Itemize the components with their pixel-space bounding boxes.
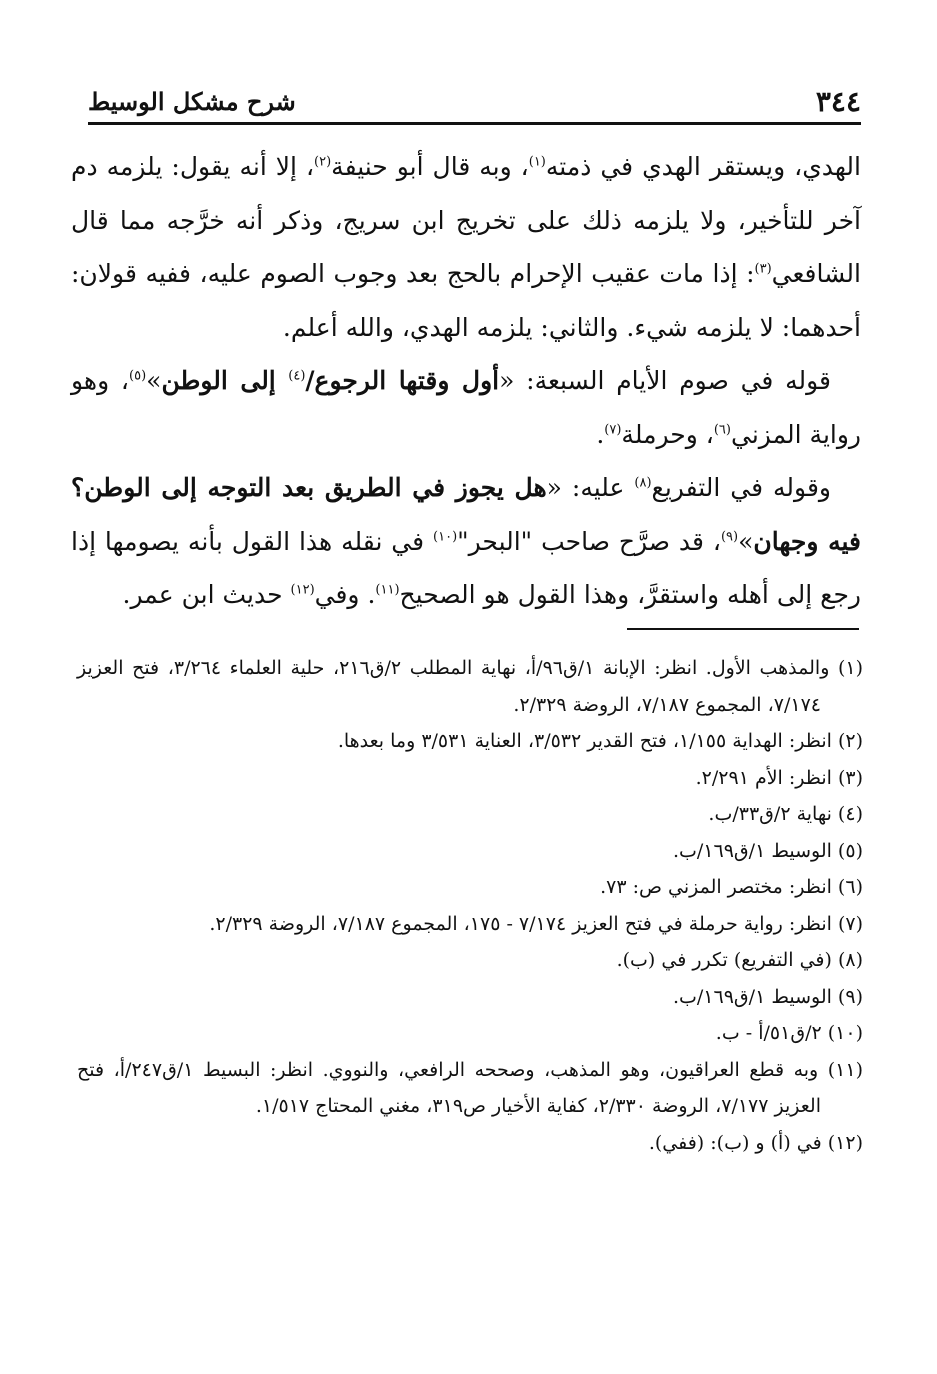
text-run: . <box>596 419 605 449</box>
footnote-3: (٣) انظر: الأم ٢/٢٩١. <box>695 766 863 789</box>
text-run: قوله في صوم الأيام السبعة: « <box>499 366 831 395</box>
footnote-9: (٩) الوسيط ١/ق١٦٩/ب. <box>672 985 863 1008</box>
footnote-ref: (٩) <box>720 529 739 545</box>
main-text <box>71 140 861 622</box>
footnote-ref: (١٠) <box>433 529 458 545</box>
text-run: ، وبه قال أبو حنيفة <box>331 152 529 181</box>
text-run: ، وحرملة <box>621 419 714 449</box>
footnote-separator <box>627 628 859 630</box>
footnote-6: (٦) انظر: مختصر المزني ص: ٧٣. <box>600 876 863 898</box>
text-run: » <box>146 366 162 395</box>
text-run: ، قد صرَّح صاحب "البحر" <box>457 526 721 556</box>
footnote-ref: (١٢) <box>290 582 315 598</box>
text-run: ، وهو رواية المزني <box>71 366 861 449</box>
footnote-1: (١) والمذهب الأول. انظر: الإبانة ١/ق٩٦/أ، نهاية المطلب ٢/ق٢١٦، حلية العلماء ٣/٢٦٤، فتح العزيز ٧/١٧٤، المجموع ٧/١٨٧، الروضة ٢/٣٢٩. <box>77 657 864 716</box>
page-header <box>88 82 861 125</box>
text-run: في نقله هذا القول بأنه يصومها إذا رجع إلى أهله واستقرَّ، وهذا القول هو الصحيح <box>71 526 861 609</box>
text-run: عليه: « <box>546 473 635 502</box>
footnote-4: (٤) نهاية ٢/ق٣٣/ب. <box>708 803 863 825</box>
footnote-ref: (٨) <box>634 475 652 491</box>
footnote-12: (١٢) في (أ) و (ب): (ففي). <box>648 1131 863 1154</box>
footnote-7: (٧) انظر: رواية حرملة في فتح العزيز ٧/١٧٤ - ١٧٥، المجموع ٧/١٨٧، الروضة ٢/٣٢٩. <box>209 912 863 935</box>
footnote-11: (١١) وبه قطع العراقيون، وهو المذهب، وصححه الرافعي، والنووي. انظر: البسيط ١/ق٢٤٧/أ، فتح العزيز ٧/١٧٧، الروضة ٢/٣٣٠، كفاية الأخيار ص٣١٩، مغني المحتاج ١/٥١٧. <box>77 1058 864 1117</box>
footnote-ref: (٢) <box>314 154 332 170</box>
paragraph-2 <box>71 354 861 461</box>
quoted-text: إلى الوطن <box>161 366 289 395</box>
text-run: . وفي <box>314 580 376 609</box>
footnote-ref: (١) <box>528 154 546 170</box>
text-run: : إذا مات عقيب الإحرام بالحج بعد وجوب الصوم عليه، ففيه قولان: أحدهما: لا يلزمه شيء. والثاني: يلزمه الهدي، والله أعلم. <box>71 259 861 342</box>
text-run: ، إلا أنه يقول: يلزمه دم آخر للتأخير، ولا يلزمه ذلك على تخريج ابن سريج، وذكر أنه خرَّجه مما قال الشافعي <box>71 152 861 288</box>
page-number: ٣٤٤ <box>815 85 861 118</box>
quoted-text: هل يجوز في الطريق بعد التوجه إلى الوطن؟ فيه وجهان <box>71 473 861 556</box>
footnote-ref: (٧) <box>604 422 622 438</box>
text-run: حديث ابن عمر. <box>122 580 291 609</box>
footnote-ref: (٣) <box>754 261 772 277</box>
quoted-text: أول وقتها الرجوع/ <box>305 366 500 395</box>
footnote-ref: (٥) <box>129 368 147 384</box>
footnote-ref: (٤) <box>288 368 306 384</box>
text-run: الهدي، ويستقر الهدي في ذمته <box>545 152 861 181</box>
footnote-ref: (١١) <box>375 582 400 598</box>
text-run: » <box>738 526 754 556</box>
footnotes <box>77 650 863 1161</box>
text-run: وقوله في التفريع <box>651 473 831 502</box>
footnote-10: (١٠) ٢/ق٥١/أ - ب. <box>715 1022 863 1044</box>
paragraph-1 <box>71 140 861 354</box>
footnote-2: (٢) انظر: الهداية ١/١٥٥، فتح القدير ٣/٥٣٢، العناية ٣/٥٣١ وما بعدها. <box>337 730 863 752</box>
running-title: شرح مشكل الوسيط <box>88 87 296 116</box>
footnote-5: (٥) الوسيط ١/ق١٦٩/ب. <box>672 839 863 862</box>
paragraph-3 <box>71 461 861 622</box>
footnote-ref: (٦) <box>713 422 731 438</box>
footnote-8: (٨) (في التفريع) تكرر في (ب). <box>616 949 863 971</box>
